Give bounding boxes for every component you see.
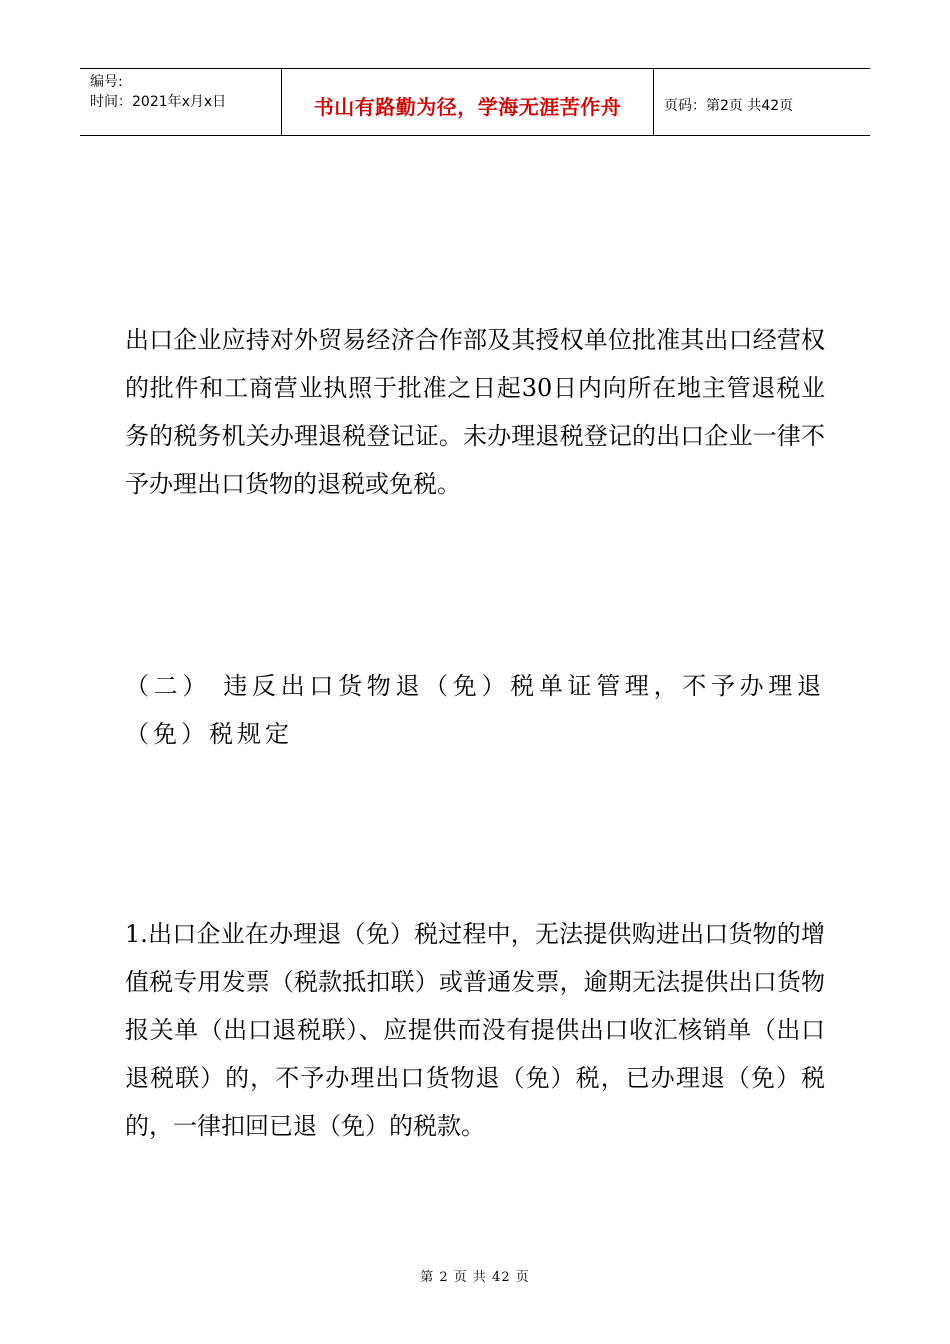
- section-heading: （二） 违反出口货物退（免）税单证管理，不予办理退（免）税规定: [125, 672, 825, 748]
- header-middle-cell: [282, 69, 654, 135]
- header-left-cell: [80, 69, 282, 135]
- time-label: 时间：2021年x月x日: [90, 94, 227, 110]
- page-footer: 第 2 页 共 42 页: [420, 1270, 530, 1285]
- header-right-cell: [654, 69, 870, 135]
- paragraph-registration: 出口企业应持对外贸易经济合作部及其授权单位批准其出口经营权的批件和工商营业执照于批准之日起30日内向所在地主管退税业务的税务机关办理退税登记证。未办理退税登记的出口企业一律不予办理出口货物的退税或免税。: [125, 326, 825, 498]
- serial-label: 编号:: [90, 74, 123, 90]
- motto-text: 书山有路勤为径，学海无涯苦作舟: [313, 95, 622, 119]
- paragraph-documents: 1.出口企业在办理退（免）税过程中，无法提供购进出口货物的增值税专用发票（税款抵扣联）或普通发票，逾期无法提供出口货物报关单（出口退税联）、应提供而没有提供出口收汇核销单（出口退税联）的，不予办理出口货物退（免）税，已办理退（免）税的，一律扣回已退（免）的税款。: [125, 920, 825, 1140]
- header-table: [80, 68, 870, 136]
- page-info: 页码：第2页 共42页: [664, 98, 794, 114]
